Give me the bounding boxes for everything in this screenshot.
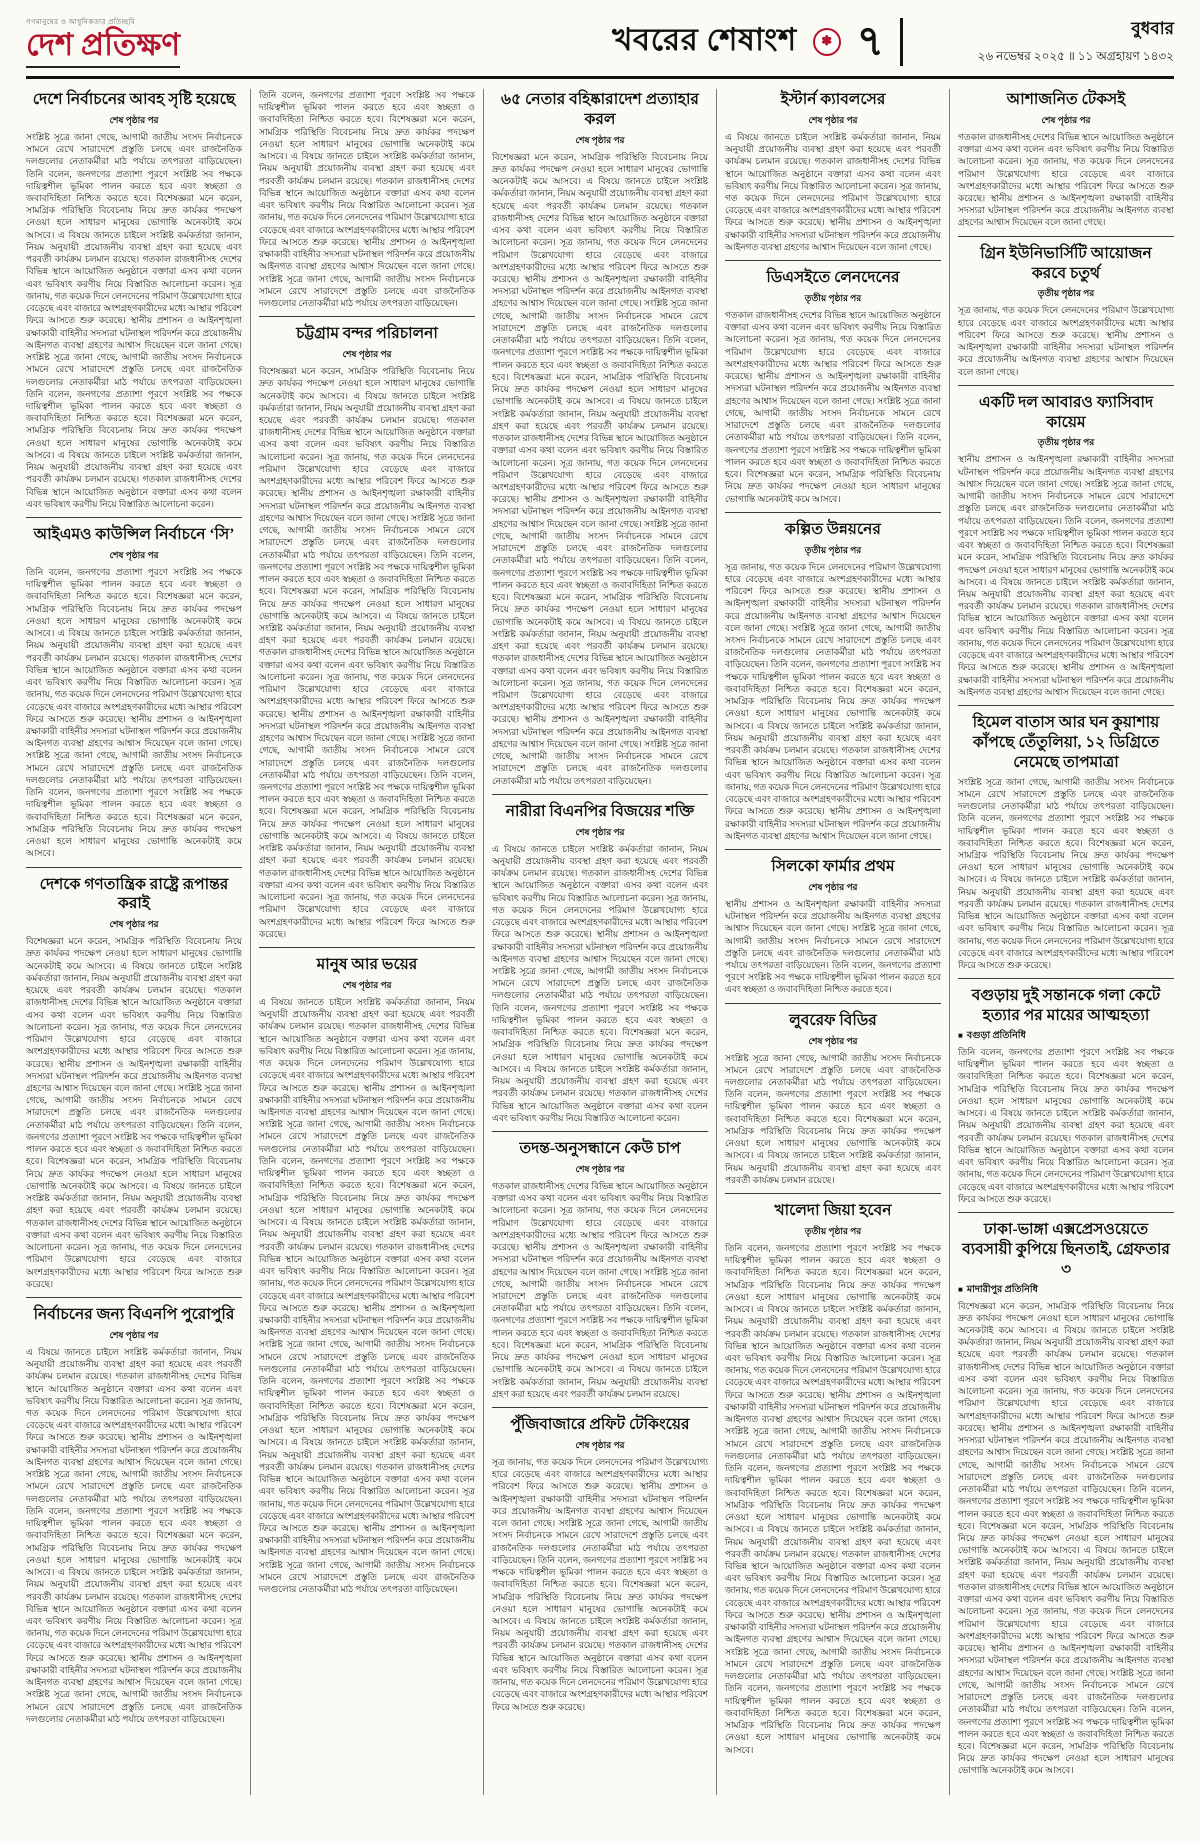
article-headline: আইএমও কাউন্সিল নির্বাচনে ‘সি’ [33,526,235,544]
article [26,1297,242,1725]
article-headline: নির্বাচনের জন্য বিএনপি পুরোপুরি [33,1306,235,1323]
article-headline: বগুড়ায় দুই সন্তানকে গলা কেটে হত্যার পর মায়ের আত্মহত্যা [971,987,1161,1025]
article-body: এ বিষয়ে জানতে চাইলে সংশ্লিষ্ট কর্মকর্তারা জানান, নিয়ম অনুযায়ী প্রয়োজনীয় ব্যবস্থা গ্রহণ করা হয়েছে এবং পরবর্তী কার্যক্রম চলমান রয়েছে। গতকাল রাজধানীসহ দেশের বিভিন্ন স্থানে আয়োজিত অনুষ্ঠানে বক্তারা এসব কথা বলেন এবং ভবিষ্যৎ করণীয় নিয়ে বিস্তারিত আলোচনা করেন। সূত্র জানায়, গত কয়েক দিনে লেনদেনের পরিমাণ উল্লেখযোগ্য হারে বেড়েছে এবং বাজারে অংশগ্রহণকারীদের মধ্যে আস্থার পরিবেশ ফিরে আসতে শুরু করেছে। স্থানীয় প্রশাসন ও আইনশৃঙ্খলা রক্ষাকারী বাহিনীর সদস্যরা ঘটনাস্থল পরিদর্শন করে প্রয়োজনীয় আইনগত ব্যবস্থা গ্রহণের আশ্বাস দিয়েছেন বলে জানা গেছে। সংশ্লিষ্ট সূত্রে জানা গেছে, আগামী জাতীয় সংসদ নির্বাচনকে সামনে রেখে সারাদেশে প্রস্তুতি চলছে এবং রাজনৈতিক দলগুলোর নেতাকর্মীরা মাঠ পর্যায়ে তৎপরতা বাড়িয়েছেন। তিনি বলেন, জনগণের প্রত্যাশা পূরণে সংশ্লিষ্ট সব পক্ষকে দায়িত্বশীল ভূমিকা পালন করতে হবে এবং স্বচ্ছতা ও জবাবদিহিতা নিশ্চিত করতে হবে। বিশেষজ্ঞরা মনে করেন, সামগ্রিক পরিস্থিতি বিবেচনায় নিয়ে দ্রুত কার্যকর পদক্ষেপ নেওয়া হলে সাধারণ মানুষের ভোগান্তি অনেকটাই কমে আসবে। এ বিষয়ে জানতে চাইলে সংশ্লিষ্ট কর্মকর্তারা জানান, নিয়ম অনুযায়ী প্রয়োজনীয় ব্যবস্থা গ্রহণ করা হয়েছে এবং পরবর্তী কার্যক্রম চলমান রয়েছে। গতকাল রাজধানীসহ দেশের বিভিন্ন স্থানে আয়োজিত অনুষ্ঠানে বক্তারা এসব কথা বলেন এবং ভবিষ্যৎ করণীয় নিয়ে বিস্তারিত আলোচনা করেন। [492,843,708,1123]
masthead-block [26,16,251,68]
column-3 [483,89,716,1795]
header-right [612,16,1174,68]
article-body: সূত্র জানায়, গত কয়েক দিনে লেনদেনের পরিমাণ উল্লেখযোগ্য হারে বেড়েছে এবং বাজারে অংশগ্রহণকারীদের মধ্যে আস্থার পরিবেশ ফিরে আসতে শুরু করেছে। স্থানীয় প্রশাসন ও আইনশৃঙ্খলা রক্ষাকারী বাহিনীর সদস্যরা ঘটনাস্থল পরিদর্শন করে প্রয়োজনীয় আইনগত ব্যবস্থা গ্রহণের আশ্বাস দিয়েছেন বলে জানা গেছে। সংশ্লিষ্ট সূত্রে জানা গেছে, আগামী জাতীয় সংসদ নির্বাচনকে সামনে রেখে সারাদেশে প্রস্তুতি চলছে এবং রাজনৈতিক দলগুলোর নেতাকর্মীরা মাঠ পর্যায়ে তৎপরতা বাড়িয়েছেন। তিনি বলেন, জনগণের প্রত্যাশা পূরণে সংশ্লিষ্ট সব পক্ষকে দায়িত্বশীল ভূমিকা পালন করতে হবে এবং স্বচ্ছতা ও জবাবদিহিতা নিশ্চিত করতে হবে। বিশেষজ্ঞরা মনে করেন, সামগ্রিক পরিস্থিতি বিবেচনায় নিয়ে দ্রুত কার্যকর পদক্ষেপ নেওয়া হলে সাধারণ মানুষের ভোগান্তি অনেকটাই কমে আসবে। এ বিষয়ে জানতে চাইলে সংশ্লিষ্ট কর্মকর্তারা জানান, নিয়ম অনুযায়ী প্রয়োজনীয় ব্যবস্থা গ্রহণ করা হয়েছে এবং পরবর্তী কার্যক্রম চলমান রয়েছে। গতকাল রাজধানীসহ দেশের বিভিন্ন স্থানে আয়োজিত অনুষ্ঠানে বক্তারা এসব কথা বলেন এবং ভবিষ্যৎ করণীয় নিয়ে বিস্তারিত আলোচনা করেন। সূত্র জানায়, গত কয়েক দিনে লেনদেনের পরিমাণ উল্লেখযোগ্য হারে বেড়েছে এবং বাজারে অংশগ্রহণকারীদের মধ্যে আস্থার পরিবেশ ফিরে আসতে শুরু করেছে। স্থানীয় প্রশাসন ও আইনশৃঙ্খলা রক্ষাকারী বাহিনীর সদস্যরা ঘটনাস্থল পরিদর্শন করে প্রয়োজনীয় আইনগত ব্যবস্থা গ্রহণের আশ্বাস দিয়েছেন বলে জানা গেছে। [725,561,941,841]
article-body: সূত্র জানায়, গত কয়েক দিনে লেনদেনের পরিমাণ উল্লেখযোগ্য হারে বেড়েছে এবং বাজারে অংশগ্রহণকারীদের মধ্যে আস্থার পরিবেশ ফিরে আসতে শুরু করেছে। স্থানীয় প্রশাসন ও আইনশৃঙ্খলা রক্ষাকারী বাহিনীর সদস্যরা ঘটনাস্থল পরিদর্শন করে প্রয়োজনীয় আইনগত ব্যবস্থা গ্রহণের আশ্বাস দিয়েছেন বলে জানা গেছে। সংশ্লিষ্ট সূত্রে জানা গেছে, আগামী জাতীয় সংসদ নির্বাচনকে সামনে রেখে সারাদেশে প্রস্তুতি চলছে এবং রাজনৈতিক দলগুলোর নেতাকর্মীরা মাঠ পর্যায়ে তৎপরতা বাড়িয়েছেন। তিনি বলেন, জনগণের প্রত্যাশা পূরণে সংশ্লিষ্ট সব পক্ষকে দায়িত্বশীল ভূমিকা পালন করতে হবে এবং স্বচ্ছতা ও জবাবদিহিতা নিশ্চিত করতে হবে। বিশেষজ্ঞরা মনে করেন, সামগ্রিক পরিস্থিতি বিবেচনায় নিয়ে দ্রুত কার্যকর পদক্ষেপ নেওয়া হলে সাধারণ মানুষের ভোগান্তি অনেকটাই কমে আসবে। এ বিষয়ে জানতে চাইলে সংশ্লিষ্ট কর্মকর্তারা জানান, নিয়ম অনুযায়ী প্রয়োজনীয় ব্যবস্থা গ্রহণ করা হয়েছে এবং পরবর্তী কার্যক্রম চলমান রয়েছে। গতকাল রাজধানীসহ দেশের বিভিন্ন স্থানে আয়োজিত অনুষ্ঠানে বক্তারা এসব কথা বলেন এবং ভবিষ্যৎ করণীয় নিয়ে বিস্তারিত আলোচনা করেন। সূত্র জানায়, গত কয়েক দিনে লেনদেনের পরিমাণ উল্লেখযোগ্য হারে বেড়েছে এবং বাজারে অংশগ্রহণকারীদের মধ্যে আস্থার পরিবেশ ফিরে আসতে শুরু করেছে। [492,1456,708,1712]
article-continued-label: শেষ পৃষ্ঠার পর [575,134,625,145]
article-body: এ বিষয়ে জানতে চাইলে সংশ্লিষ্ট কর্মকর্তারা জানান, নিয়ম অনুযায়ী প্রয়োজনীয় ব্যবস্থা গ্রহণ করা হয়েছে এবং পরবর্তী কার্যক্রম চলমান রয়েছে। গতকাল রাজধানীসহ দেশের বিভিন্ন স্থানে আয়োজিত অনুষ্ঠানে বক্তারা এসব কথা বলেন এবং ভবিষ্যৎ করণীয় নিয়ে বিস্তারিত আলোচনা করেন। সূত্র জানায়, গত কয়েক দিনে লেনদেনের পরিমাণ উল্লেখযোগ্য হারে বেড়েছে এবং বাজারে অংশগ্রহণকারীদের মধ্যে আস্থার পরিবেশ ফিরে আসতে শুরু করেছে। স্থানীয় প্রশাসন ও আইনশৃঙ্খলা রক্ষাকারী বাহিনীর সদস্যরা ঘটনাস্থল পরিদর্শন করে প্রয়োজনীয় আইনগত ব্যবস্থা গ্রহণের আশ্বাস দিয়েছেন বলে জানা গেছে। সংশ্লিষ্ট সূত্রে জানা গেছে, আগামী জাতীয় সংসদ নির্বাচনকে সামনে রেখে সারাদেশে প্রস্তুতি চলছে এবং রাজনৈতিক দলগুলোর নেতাকর্মীরা মাঠ পর্যায়ে তৎপরতা বাড়িয়েছেন। তিনি বলেন, জনগণের প্রত্যাশা পূরণে সংশ্লিষ্ট সব পক্ষকে দায়িত্বশীল ভূমিকা পালন করতে হবে এবং স্বচ্ছতা ও জবাবদিহিতা নিশ্চিত করতে হবে। বিশেষজ্ঞরা মনে করেন, সামগ্রিক পরিস্থিতি বিবেচনায় নিয়ে দ্রুত কার্যকর পদক্ষেপ নেওয়া হলে সাধারণ মানুষের ভোগান্তি অনেকটাই কমে আসবে। এ বিষয়ে জানতে চাইলে সংশ্লিষ্ট কর্মকর্তারা জানান, নিয়ম অনুযায়ী প্রয়োজনীয় ব্যবস্থা গ্রহণ করা হয়েছে এবং পরবর্তী কার্যক্রম চলমান রয়েছে। গতকাল রাজধানীসহ দেশের বিভিন্ন স্থানে আয়োজিত অনুষ্ঠানে বক্তারা এসব কথা বলেন এবং ভবিষ্যৎ করণীয় নিয়ে বিস্তারিত আলোচনা করেন। সূত্র জানায়, গত কয়েক দিনে লেনদেনের পরিমাণ উল্লেখযোগ্য হারে বেড়েছে এবং বাজারে অংশগ্রহণকারীদের মধ্যে আস্থার পরিবেশ ফিরে আসতে শুরু করেছে। স্থানীয় প্রশাসন ও আইনশৃঙ্খলা রক্ষাকারী বাহিনীর সদস্যরা ঘটনাস্থল পরিদর্শন করে প্রয়োজনীয় আইনগত ব্যবস্থা গ্রহণের আশ্বাস দিয়েছেন বলে জানা গেছে। সংশ্লিষ্ট সূত্রে জানা গেছে, আগামী জাতীয় সংসদ নির্বাচনকে সামনে রেখে সারাদেশে প্রস্তুতি চলছে এবং রাজনৈতিক দলগুলোর নেতাকর্মীরা মাঠ পর্যায়ে তৎপরতা বাড়িয়েছেন। তিনি বলেন, জনগণের প্রত্যাশা পূরণে সংশ্লিষ্ট সব পক্ষকে দায়িত্বশীল ভূমিকা পালন করতে হবে এবং স্বচ্ছতা ও জবাবদিহিতা নিশ্চিত করতে হবে। বিশেষজ্ঞরা মনে করেন, সামগ্রিক পরিস্থিতি বিবেচনায় নিয়ে দ্রুত কার্যকর পদক্ষেপ নেওয়া হলে সাধারণ মানুষের ভোগান্তি অনেকটাই কমে আসবে। এ বিষয়ে জানতে চাইলে সংশ্লিষ্ট কর্মকর্তারা জানান, নিয়ম অনুযায়ী প্রয়োজনীয় ব্যবস্থা গ্রহণ করা হয়েছে এবং পরবর্তী কার্যক্রম চলমান রয়েছে। গতকাল রাজধানীসহ দেশের বিভিন্ন স্থানে আয়োজিত অনুষ্ঠানে বক্তারা এসব কথা বলেন এবং ভবিষ্যৎ করণীয় নিয়ে বিস্তারিত আলোচনা করেন। সূত্র জানায়, গত কয়েক দিনে লেনদেনের পরিমাণ উল্লেখযোগ্য হারে বেড়েছে এবং বাজারে অংশগ্রহণকারীদের মধ্যে আস্থার পরিবেশ ফিরে আসতে শুরু করেছে। স্থানীয় প্রশাসন ও আইনশৃঙ্খলা রক্ষাকারী বাহিনীর সদস্যরা ঘটনাস্থল পরিদর্শন করে প্রয়োজনীয় আইনগত ব্যবস্থা গ্রহণের আশ্বাস দিয়েছেন বলে জানা গেছে। সংশ্লিষ্ট সূত্রে জানা গেছে, আগামী জাতীয় সংসদ নির্বাচনকে সামনে রেখে সারাদেশে প্রস্তুতি চলছে এবং রাজনৈতিক দলগুলোর নেতাকর্মীরা মাঠ পর্যায়ে তৎপরতা বাড়িয়েছেন। [259,996,475,1595]
article-body: এ বিষয়ে জানতে চাইলে সংশ্লিষ্ট কর্মকর্তারা জানান, নিয়ম অনুযায়ী প্রয়োজনীয় ব্যবস্থা গ্রহণ করা হয়েছে এবং পরবর্তী কার্যক্রম চলমান রয়েছে। গতকাল রাজধানীসহ দেশের বিভিন্ন স্থানে আয়োজিত অনুষ্ঠানে বক্তারা এসব কথা বলেন এবং ভবিষ্যৎ করণীয় নিয়ে বিস্তারিত আলোচনা করেন। সূত্র জানায়, গত কয়েক দিনে লেনদেনের পরিমাণ উল্লেখযোগ্য হারে বেড়েছে এবং বাজারে অংশগ্রহণকারীদের মধ্যে আস্থার পরিবেশ ফিরে আসতে শুরু করেছে। স্থানীয় প্রশাসন ও আইনশৃঙ্খলা রক্ষাকারী বাহিনীর সদস্যরা ঘটনাস্থল পরিদর্শন করে প্রয়োজনীয় আইনগত ব্যবস্থা গ্রহণের আশ্বাস দিয়েছেন বলে জানা গেছে। সংশ্লিষ্ট সূত্রে জানা গেছে, আগামী জাতীয় সংসদ নির্বাচনকে সামনে রেখে সারাদেশে প্রস্তুতি চলছে এবং রাজনৈতিক দলগুলোর নেতাকর্মীরা মাঠ পর্যায়ে তৎপরতা বাড়িয়েছেন। তিনি বলেন, জনগণের প্রত্যাশা পূরণে সংশ্লিষ্ট সব পক্ষকে দায়িত্বশীল ভূমিকা পালন করতে হবে এবং স্বচ্ছতা ও জবাবদিহিতা নিশ্চিত করতে হবে। বিশেষজ্ঞরা মনে করেন, সামগ্রিক পরিস্থিতি বিবেচনায় নিয়ে দ্রুত কার্যকর পদক্ষেপ নেওয়া হলে সাধারণ মানুষের ভোগান্তি অনেকটাই কমে আসবে। এ বিষয়ে জানতে চাইলে সংশ্লিষ্ট কর্মকর্তারা জানান, নিয়ম অনুযায়ী প্রয়োজনীয় ব্যবস্থা গ্রহণ করা হয়েছে এবং পরবর্তী কার্যক্রম চলমান রয়েছে। গতকাল রাজধানীসহ দেশের বিভিন্ন স্থানে আয়োজিত অনুষ্ঠানে বক্তারা এসব কথা বলেন এবং ভবিষ্যৎ করণীয় নিয়ে বিস্তারিত আলোচনা করেন। সূত্র জানায়, গত কয়েক দিনে লেনদেনের পরিমাণ উল্লেখযোগ্য হারে বেড়েছে এবং বাজারে অংশগ্রহণকারীদের মধ্যে আস্থার পরিবেশ ফিরে আসতে শুরু করেছে। স্থানীয় প্রশাসন ও আইনশৃঙ্খলা রক্ষাকারী বাহিনীর সদস্যরা ঘটনাস্থল পরিদর্শন করে প্রয়োজনীয় আইনগত ব্যবস্থা গ্রহণের আশ্বাস দিয়েছেন বলে জানা গেছে। সংশ্লিষ্ট সূত্রে জানা গেছে, আগামী জাতীয় সংসদ নির্বাচনকে সামনে রেখে সারাদেশে প্রস্তুতি চলছে এবং রাজনৈতিক দলগুলোর নেতাকর্মীরা মাঠ পর্যায়ে তৎপরতা বাড়িয়েছেন। [26,1346,242,1724]
column-1 [26,89,250,1795]
article [725,260,941,505]
page-number: ৭ [856,19,884,65]
article-headline: নারীরা বিএনপির বিজয়ের শক্তি [505,802,695,820]
article-headline: ডিএসইতে লেনদেনের [766,269,900,287]
article [259,947,475,1595]
article-body: সংশ্লিষ্ট সূত্রে জানা গেছে, আগামী জাতীয় সংসদ নির্বাচনকে সামনে রেখে সারাদেশে প্রস্তুতি চলছে এবং রাজনৈতিক দলগুলোর নেতাকর্মীরা মাঠ পর্যায়ে তৎপরতা বাড়িয়েছেন। তিনি বলেন, জনগণের প্রত্যাশা পূরণে সংশ্লিষ্ট সব পক্ষকে দায়িত্বশীল ভূমিকা পালন করতে হবে এবং স্বচ্ছতা ও জবাবদিহিতা নিশ্চিত করতে হবে। বিশেষজ্ঞরা মনে করেন, সামগ্রিক পরিস্থিতি বিবেচনায় নিয়ে দ্রুত কার্যকর পদক্ষেপ নেওয়া হলে সাধারণ মানুষের ভোগান্তি অনেকটাই কমে আসবে। এ বিষয়ে জানতে চাইলে সংশ্লিষ্ট কর্মকর্তারা জানান, নিয়ম অনুযায়ী প্রয়োজনীয় ব্যবস্থা গ্রহণ করা হয়েছে এবং পরবর্তী কার্যক্রম চলমান রয়েছে। [725,1052,941,1185]
article-headline: হিমেল বাতাস আর ঘন কুয়াশায় কাঁপছে তেঁতুলিয়া, ১২ ডিগ্রিতে নেমেছে তাপমাত্রা [972,714,1160,771]
article-body: বিশেষজ্ঞরা মনে করেন, সামগ্রিক পরিস্থিতি বিবেচনায় নিয়ে দ্রুত কার্যকর পদক্ষেপ নেওয়া হলে সাধারণ মানুষের ভোগান্তি অনেকটাই কমে আসবে। এ বিষয়ে জানতে চাইলে সংশ্লিষ্ট কর্মকর্তারা জানান, নিয়ম অনুযায়ী প্রয়োজনীয় ব্যবস্থা গ্রহণ করা হয়েছে এবং পরবর্তী কার্যক্রম চলমান রয়েছে। গতকাল রাজধানীসহ দেশের বিভিন্ন স্থানে আয়োজিত অনুষ্ঠানে বক্তারা এসব কথা বলেন এবং ভবিষ্যৎ করণীয় নিয়ে বিস্তারিত আলোচনা করেন। সূত্র জানায়, গত কয়েক দিনে লেনদেনের পরিমাণ উল্লেখযোগ্য হারে বেড়েছে এবং বাজারে অংশগ্রহণকারীদের মধ্যে আস্থার পরিবেশ ফিরে আসতে শুরু করেছে। স্থানীয় প্রশাসন ও আইনশৃঙ্খলা রক্ষাকারী বাহিনীর সদস্যরা ঘটনাস্থল পরিদর্শন করে প্রয়োজনীয় আইনগত ব্যবস্থা গ্রহণের আশ্বাস দিয়েছেন বলে জানা গেছে। সংশ্লিষ্ট সূত্রে জানা গেছে, আগামী জাতীয় সংসদ নির্বাচনকে সামনে রেখে সারাদেশে প্রস্তুতি চলছে এবং রাজনৈতিক দলগুলোর নেতাকর্মীরা মাঠ পর্যায়ে তৎপরতা বাড়িয়েছেন। তিনি বলেন, জনগণের প্রত্যাশা পূরণে সংশ্লিষ্ট সব পক্ষকে দায়িত্বশীল ভূমিকা পালন করতে হবে এবং স্বচ্ছতা ও জবাবদিহিতা নিশ্চিত করতে হবে। বিশেষজ্ঞরা মনে করেন, সামগ্রিক পরিস্থিতি বিবেচনায় নিয়ে দ্রুত কার্যকর পদক্ষেপ নেওয়া হলে সাধারণ মানুষের ভোগান্তি অনেকটাই কমে আসবে। এ বিষয়ে জানতে চাইলে সংশ্লিষ্ট কর্মকর্তারা জানান, নিয়ম অনুযায়ী প্রয়োজনীয় ব্যবস্থা গ্রহণ করা হয়েছে এবং পরবর্তী কার্যক্রম চলমান রয়েছে। গতকাল রাজধানীসহ দেশের বিভিন্ন স্থানে আয়োজিত অনুষ্ঠানে বক্তারা এসব কথা বলেন এবং ভবিষ্যৎ করণীয় নিয়ে বিস্তারিত আলোচনা করেন। সূত্র জানায়, গত কয়েক দিনে লেনদেনের পরিমাণ উল্লেখযোগ্য হারে বেড়েছে এবং বাজারে অংশগ্রহণকারীদের মধ্যে আস্থার পরিবেশ ফিরে আসতে শুরু করেছে। স্থানীয় প্রশাসন ও আইনশৃঙ্খলা রক্ষাকারী বাহিনীর সদস্যরা ঘটনাস্থল পরিদর্শন করে প্রয়োজনীয় আইনগত ব্যবস্থা গ্রহণের আশ্বাস দিয়েছেন বলে জানা গেছে। সংশ্লিষ্ট সূত্রে জানা গেছে, আগামী জাতীয় সংসদ নির্বাচনকে সামনে রেখে সারাদেশে প্রস্তুতি চলছে এবং রাজনৈতিক দলগুলোর নেতাকর্মীরা মাঠ পর্যায়ে তৎপরতা বাড়িয়েছেন। তিনি বলেন, জনগণের প্রত্যাশা পূরণে সংশ্লিষ্ট সব পক্ষকে দায়িত্বশীল ভূমিকা পালন করতে হবে এবং স্বচ্ছতা ও জবাবদিহিতা নিশ্চিত করতে হবে। বিশেষজ্ঞরা মনে করেন, সামগ্রিক পরিস্থিতি বিবেচনায় নিয়ে দ্রুত কার্যকর পদক্ষেপ নেওয়া হলে সাধারণ মানুষের ভোগান্তি অনেকটাই কমে আসবে। এ বিষয়ে জানতে চাইলে সংশ্লিষ্ট কর্মকর্তারা জানান, নিয়ম অনুযায়ী প্রয়োজনীয় ব্যবস্থা গ্রহণ করা হয়েছে এবং পরবর্তী কার্যক্রম চলমান রয়েছে। গতকাল রাজধানীসহ দেশের বিভিন্ন স্থানে আয়োজিত অনুষ্ঠানে বক্তারা এসব কথা বলেন এবং ভবিষ্যৎ করণীয় নিয়ে বিস্তারিত আলোচনা করেন। সূত্র জানায়, গত কয়েক দিনে লেনদেনের পরিমাণ উল্লেখযোগ্য হারে বেড়েছে এবং বাজারে অংশগ্রহণকারীদের মধ্যে আস্থার পরিবেশ ফিরে আসতে শুরু করেছে। স্থানীয় প্রশাসন ও আইনশৃঙ্খলা রক্ষাকারী বাহিনীর সদস্যরা ঘটনাস্থল পরিদর্শন করে প্রয়োজনীয় আইনগত ব্যবস্থা গ্রহণের আশ্বাস দিয়েছেন বলে জানা গেছে। সংশ্লিষ্ট সূত্রে জানা গেছে, আগামী জাতীয় সংসদ নির্বাচনকে সামনে রেখে সারাদেশে প্রস্তুতি চলছে এবং রাজনৈতিক দলগুলোর নেতাকর্মীরা মাঠ পর্যায়ে তৎপরতা বাড়িয়েছেন। [492,151,708,786]
page-header [26,16,1174,79]
article-headline: আশাজনিত টেকসই [1006,91,1126,108]
article-body: তিনি বলেন, জনগণের প্রত্যাশা পূরণে সংশ্লিষ্ট সব পক্ষকে দায়িত্বশীল ভূমিকা পালন করতে হবে এবং স্বচ্ছতা ও জবাবদিহিতা নিশ্চিত করতে হবে। বিশেষজ্ঞরা মনে করেন, সামগ্রিক পরিস্থিতি বিবেচনায় নিয়ে দ্রুত কার্যকর পদক্ষেপ নেওয়া হলে সাধারণ মানুষের ভোগান্তি অনেকটাই কমে আসবে। এ বিষয়ে জানতে চাইলে সংশ্লিষ্ট কর্মকর্তারা জানান, নিয়ম অনুযায়ী প্রয়োজনীয় ব্যবস্থা গ্রহণ করা হয়েছে এবং পরবর্তী কার্যক্রম চলমান রয়েছে। গতকাল রাজধানীসহ দেশের বিভিন্ন স্থানে আয়োজিত অনুষ্ঠানে বক্তারা এসব কথা বলেন এবং ভবিষ্যৎ করণীয় নিয়ে বিস্তারিত আলোচনা করেন। সূত্র জানায়, গত কয়েক দিনে লেনদেনের পরিমাণ উল্লেখযোগ্য হারে বেড়েছে এবং বাজারে অংশগ্রহণকারীদের মধ্যে আস্থার পরিবেশ ফিরে আসতে শুরু করেছে। স্থানীয় প্রশাসন ও আইনশৃঙ্খলা রক্ষাকারী বাহিনীর সদস্যরা ঘটনাস্থল পরিদর্শন করে প্রয়োজনীয় আইনগত ব্যবস্থা গ্রহণের আশ্বাস দিয়েছেন বলে জানা গেছে। সংশ্লিষ্ট সূত্রে জানা গেছে, আগামী জাতীয় সংসদ নির্বাচনকে সামনে রেখে সারাদেশে প্রস্তুতি চলছে এবং রাজনৈতিক দলগুলোর নেতাকর্মীরা মাঠ পর্যায়ে তৎপরতা বাড়িয়েছেন। তিনি বলেন, জনগণের প্রত্যাশা পূরণে সংশ্লিষ্ট সব পক্ষকে দায়িত্বশীল ভূমিকা পালন করতে হবে এবং স্বচ্ছতা ও জবাবদিহিতা নিশ্চিত করতে হবে। বিশেষজ্ঞরা মনে করেন, সামগ্রিক পরিস্থিতি বিবেচনায় নিয়ে দ্রুত কার্যকর পদক্ষেপ নেওয়া হলে সাধারণ মানুষের ভোগান্তি অনেকটাই কমে আসবে। [26,566,242,859]
article-continued-label: শেষ পৃষ্ঠার পর [575,826,625,837]
article-continued-label: শেষ পৃষ্ঠার পর [109,1329,159,1340]
article-headline: একটি দল আবারও ফ্যাসিবাদ কায়েম [978,393,1154,431]
date-line: ২৬ নভেম্বর ২০২৫ ॥ ১১ অগ্রহায়ণ ১৪৩২ [977,49,1174,63]
masthead-tagline: গণমানুষের ও আধুনিকতার প্রতিচ্ছবি [26,18,136,27]
article [259,316,475,940]
article-headline: দেশে নির্বাচনের আবহ সৃষ্টি হয়েছে [32,91,236,108]
article [492,794,708,1124]
article [958,978,1174,1205]
article-continued-label: তৃতীয় পৃষ্ঠার পর [1037,437,1095,448]
column-2 [250,89,483,1795]
article-headline: কল্পিত উন্নয়নের [785,520,881,538]
article [26,90,242,510]
column-5 [949,89,1174,1795]
article-body: সূত্র জানায়, গত কয়েক দিনে লেনদেনের পরিমাণ উল্লেখযোগ্য হারে বেড়েছে এবং বাজারে অংশগ্রহণকারীদের মধ্যে আস্থার পরিবেশ ফিরে আসতে শুরু করেছে। স্থানীয় প্রশাসন ও আইনশৃঙ্খলা রক্ষাকারী বাহিনীর সদস্যরা ঘটনাস্থল পরিদর্শন করে প্রয়োজনীয় আইনগত ব্যবস্থা গ্রহণের আশ্বাস দিয়েছেন বলে জানা গেছে। [958,305,1174,377]
article-body: স্থানীয় প্রশাসন ও আইনশৃঙ্খলা রক্ষাকারী বাহিনীর সদস্যরা ঘটনাস্থল পরিদর্শন করে প্রয়োজনীয় আইনগত ব্যবস্থা গ্রহণের আশ্বাস দিয়েছেন বলে জানা গেছে। সংশ্লিষ্ট সূত্রে জানা গেছে, আগামী জাতীয় সংসদ নির্বাচনকে সামনে রেখে সারাদেশে প্রস্তুতি চলছে এবং রাজনৈতিক দলগুলোর নেতাকর্মীরা মাঠ পর্যায়ে তৎপরতা বাড়িয়েছেন। তিনি বলেন, জনগণের প্রত্যাশা পূরণে সংশ্লিষ্ট সব পক্ষকে দায়িত্বশীল ভূমিকা পালন করতে হবে এবং স্বচ্ছতা ও জবাবদিহিতা নিশ্চিত করতে হবে। [725,898,941,995]
article-continued-label: তৃতীয় পৃষ্ঠার পর [804,293,862,303]
article-continued-label: শেষ পৃষ্ঠার পর [109,919,159,930]
article [958,236,1174,378]
article [492,1131,708,1400]
byline-bullet-icon: ■ [958,1284,963,1294]
article [725,512,941,842]
article [958,705,1174,971]
article-body: সংশ্লিষ্ট সূত্রে জানা গেছে, আগামী জাতীয় সংসদ নির্বাচনকে সামনে রেখে সারাদেশে প্রস্তুতি চলছে এবং রাজনৈতিক দলগুলোর নেতাকর্মীরা মাঠ পর্যায়ে তৎপরতা বাড়িয়েছেন। তিনি বলেন, জনগণের প্রত্যাশা পূরণে সংশ্লিষ্ট সব পক্ষকে দায়িত্বশীল ভূমিকা পালন করতে হবে এবং স্বচ্ছতা ও জবাবদিহিতা নিশ্চিত করতে হবে। বিশেষজ্ঞরা মনে করেন, সামগ্রিক পরিস্থিতি বিবেচনায় নিয়ে দ্রুত কার্যকর পদক্ষেপ নেওয়া হলে সাধারণ মানুষের ভোগান্তি অনেকটাই কমে আসবে। এ বিষয়ে জানতে চাইলে সংশ্লিষ্ট কর্মকর্তারা জানান, নিয়ম অনুযায়ী প্রয়োজনীয় ব্যবস্থা গ্রহণ করা হয়েছে এবং পরবর্তী কার্যক্রম চলমান রয়েছে। গতকাল রাজধানীসহ দেশের বিভিন্ন স্থানে আয়োজিত অনুষ্ঠানে বক্তারা এসব কথা বলেন এবং ভবিষ্যৎ করণীয় নিয়ে বিস্তারিত আলোচনা করেন। সূত্র জানায়, গত কয়েক দিনে লেনদেনের পরিমাণ উল্লেখযোগ্য হারে বেড়েছে এবং বাজারে অংশগ্রহণকারীদের মধ্যে আস্থার পরিবেশ ফিরে আসতে শুরু করেছে। স্থানীয় প্রশাসন ও আইনশৃঙ্খলা রক্ষাকারী বাহিনীর সদস্যরা ঘটনাস্থল পরিদর্শন করে প্রয়োজনীয় আইনগত ব্যবস্থা গ্রহণের আশ্বাস দিয়েছেন বলে জানা গেছে। সংশ্লিষ্ট সূত্রে জানা গেছে, আগামী জাতীয় সংসদ নির্বাচনকে সামনে রেখে সারাদেশে প্রস্তুতি চলছে এবং রাজনৈতিক দলগুলোর নেতাকর্মীরা মাঠ পর্যায়ে তৎপরতা বাড়িয়েছেন। তিনি বলেন, জনগণের প্রত্যাশা পূরণে সংশ্লিষ্ট সব পক্ষকে দায়িত্বশীল ভূমিকা পালন করতে হবে এবং স্বচ্ছতা ও জবাবদিহিতা নিশ্চিত করতে হবে। বিশেষজ্ঞরা মনে করেন, সামগ্রিক পরিস্থিতি বিবেচনায় নিয়ে দ্রুত কার্যকর পদক্ষেপ নেওয়া হলে সাধারণ মানুষের ভোগান্তি অনেকটাই কমে আসবে। এ বিষয়ে জানতে চাইলে সংশ্লিষ্ট কর্মকর্তারা জানান, নিয়ম অনুযায়ী প্রয়োজনীয় ব্যবস্থা গ্রহণ করা হয়েছে এবং পরবর্তী কার্যক্রম চলমান রয়েছে। গতকাল রাজধানীসহ দেশের বিভিন্ন স্থানে আয়োজিত অনুষ্ঠানে বক্তারা এসব কথা বলেন এবং ভবিষ্যৎ করণীয় নিয়ে বিস্তারিত আলোচনা করেন। [26,131,242,509]
byline-bullet-icon: ■ [958,1031,963,1040]
article-headline: পুঁজিবাজারে প্রফিট টেকিংয়ের [510,1416,690,1434]
section-title: খবরের শেষাংশ [612,22,797,57]
article-body: বিশেষজ্ঞরা মনে করেন, সামগ্রিক পরিস্থিতি বিবেচনায় নিয়ে দ্রুত কার্যকর পদক্ষেপ নেওয়া হলে সাধারণ মানুষের ভোগান্তি অনেকটাই কমে আসবে। এ বিষয়ে জানতে চাইলে সংশ্লিষ্ট কর্মকর্তারা জানান, নিয়ম অনুযায়ী প্রয়োজনীয় ব্যবস্থা গ্রহণ করা হয়েছে এবং পরবর্তী কার্যক্রম চলমান রয়েছে। গতকাল রাজধানীসহ দেশের বিভিন্ন স্থানে আয়োজিত অনুষ্ঠানে বক্তারা এসব কথা বলেন এবং ভবিষ্যৎ করণীয় নিয়ে বিস্তারিত আলোচনা করেন। সূত্র জানায়, গত কয়েক দিনে লেনদেনের পরিমাণ উল্লেখযোগ্য হারে বেড়েছে এবং বাজারে অংশগ্রহণকারীদের মধ্যে আস্থার পরিবেশ ফিরে আসতে শুরু করেছে। স্থানীয় প্রশাসন ও আইনশৃঙ্খলা রক্ষাকারী বাহিনীর সদস্যরা ঘটনাস্থল পরিদর্শন করে প্রয়োজনীয় আইনগত ব্যবস্থা গ্রহণের আশ্বাস দিয়েছেন বলে জানা গেছে। সংশ্লিষ্ট সূত্রে জানা গেছে, আগামী জাতীয় সংসদ নির্বাচনকে সামনে রেখে সারাদেশে প্রস্তুতি চলছে এবং রাজনৈতিক দলগুলোর নেতাকর্মীরা মাঠ পর্যায়ে তৎপরতা বাড়িয়েছেন। তিনি বলেন, জনগণের প্রত্যাশা পূরণে সংশ্লিষ্ট সব পক্ষকে দায়িত্বশীল ভূমিকা পালন করতে হবে এবং স্বচ্ছতা ও জবাবদিহিতা নিশ্চিত করতে হবে। বিশেষজ্ঞরা মনে করেন, সামগ্রিক পরিস্থিতি বিবেচনায় নিয়ে দ্রুত কার্যকর পদক্ষেপ নেওয়া হলে সাধারণ মানুষের ভোগান্তি অনেকটাই কমে আসবে। এ বিষয়ে জানতে চাইলে সংশ্লিষ্ট কর্মকর্তারা জানান, নিয়ম অনুযায়ী প্রয়োজনীয় ব্যবস্থা গ্রহণ করা হয়েছে এবং পরবর্তী কার্যক্রম চলমান রয়েছে। গতকাল রাজধানীসহ দেশের বিভিন্ন স্থানে আয়োজিত অনুষ্ঠানে বক্তারা এসব কথা বলেন এবং ভবিষ্যৎ করণীয় নিয়ে বিস্তারিত আলোচনা করেন। সূত্র জানায়, গত কয়েক দিনে লেনদেনের পরিমাণ উল্লেখযোগ্য হারে বেড়েছে এবং বাজারে অংশগ্রহণকারীদের মধ্যে আস্থার পরিবেশ ফিরে আসতে শুরু করেছে। স্থানীয় প্রশাসন ও আইনশৃঙ্খলা রক্ষাকারী বাহিনীর সদস্যরা ঘটনাস্থল পরিদর্শন করে প্রয়োজনীয় আইনগত ব্যবস্থা গ্রহণের আশ্বাস দিয়েছেন বলে জানা গেছে। সংশ্লিষ্ট সূত্রে জানা গেছে, আগামী জাতীয় সংসদ নির্বাচনকে সামনে রেখে সারাদেশে প্রস্তুতি চলছে এবং রাজনৈতিক দলগুলোর নেতাকর্মীরা মাঠ পর্যায়ে তৎপরতা বাড়িয়েছেন। তিনি বলেন, জনগণের প্রত্যাশা পূরণে সংশ্লিষ্ট সব পক্ষকে দায়িত্বশীল ভূমিকা পালন করতে হবে এবং স্বচ্ছতা ও জবাবদিহিতা নিশ্চিত করতে হবে। বিশেষজ্ঞরা মনে করেন, সামগ্রিক পরিস্থিতি বিবেচনায় নিয়ে দ্রুত কার্যকর পদক্ষেপ নেওয়া হলে সাধারণ মানুষের ভোগান্তি অনেকটাই কমে আসবে। [958,1300,1174,1776]
article-headline: ৬৫ নেতার বহিষ্কারাদেশ প্রত্যাহার করল [501,91,699,128]
article-continued-label: শেষ পৃষ্ঠার পর [1041,114,1091,125]
article-body: বিশেষজ্ঞরা মনে করেন, সামগ্রিক পরিস্থিতি বিবেচনায় নিয়ে দ্রুত কার্যকর পদক্ষেপ নেওয়া হলে সাধারণ মানুষের ভোগান্তি অনেকটাই কমে আসবে। এ বিষয়ে জানতে চাইলে সংশ্লিষ্ট কর্মকর্তারা জানান, নিয়ম অনুযায়ী প্রয়োজনীয় ব্যবস্থা গ্রহণ করা হয়েছে এবং পরবর্তী কার্যক্রম চলমান রয়েছে। গতকাল রাজধানীসহ দেশের বিভিন্ন স্থানে আয়োজিত অনুষ্ঠানে বক্তারা এসব কথা বলেন এবং ভবিষ্যৎ করণীয় নিয়ে বিস্তারিত আলোচনা করেন। সূত্র জানায়, গত কয়েক দিনে লেনদেনের পরিমাণ উল্লেখযোগ্য হারে বেড়েছে এবং বাজারে অংশগ্রহণকারীদের মধ্যে আস্থার পরিবেশ ফিরে আসতে শুরু করেছে। স্থানীয় প্রশাসন ও আইনশৃঙ্খলা রক্ষাকারী বাহিনীর সদস্যরা ঘটনাস্থল পরিদর্শন করে প্রয়োজনীয় আইনগত ব্যবস্থা গ্রহণের আশ্বাস দিয়েছেন বলে জানা গেছে। সংশ্লিষ্ট সূত্রে জানা গেছে, আগামী জাতীয় সংসদ নির্বাচনকে সামনে রেখে সারাদেশে প্রস্তুতি চলছে এবং রাজনৈতিক দলগুলোর নেতাকর্মীরা মাঠ পর্যায়ে তৎপরতা বাড়িয়েছেন। তিনি বলেন, জনগণের প্রত্যাশা পূরণে সংশ্লিষ্ট সব পক্ষকে দায়িত্বশীল ভূমিকা পালন করতে হবে এবং স্বচ্ছতা ও জবাবদিহিতা নিশ্চিত করতে হবে। বিশেষজ্ঞরা মনে করেন, সামগ্রিক পরিস্থিতি বিবেচনায় নিয়ে দ্রুত কার্যকর পদক্ষেপ নেওয়া হলে সাধারণ মানুষের ভোগান্তি অনেকটাই কমে আসবে। এ বিষয়ে জানতে চাইলে সংশ্লিষ্ট কর্মকর্তারা জানান, নিয়ম অনুযায়ী প্রয়োজনীয় ব্যবস্থা গ্রহণ করা হয়েছে এবং পরবর্তী কার্যক্রম চলমান রয়েছে। গতকাল রাজধানীসহ দেশের বিভিন্ন স্থানে আয়োজিত অনুষ্ঠানে বক্তারা এসব কথা বলেন এবং ভবিষ্যৎ করণীয় নিয়ে বিস্তারিত আলোচনা করেন। সূত্র জানায়, গত কয়েক দিনে লেনদেনের পরিমাণ উল্লেখযোগ্য হারে বেড়েছে এবং বাজারে অংশগ্রহণকারীদের মধ্যে আস্থার পরিবেশ ফিরে আসতে শুরু করেছে। [26,936,242,1289]
article-body: গতকাল রাজধানীসহ দেশের বিভিন্ন স্থানে আয়োজিত অনুষ্ঠানে বক্তারা এসব কথা বলেন এবং ভবিষ্যৎ করণীয় নিয়ে বিস্তারিত আলোচনা করেন। সূত্র জানায়, গত কয়েক দিনে লেনদেনের পরিমাণ উল্লেখযোগ্য হারে বেড়েছে এবং বাজারে অংশগ্রহণকারীদের মধ্যে আস্থার পরিবেশ ফিরে আসতে শুরু করেছে। স্থানীয় প্রশাসন ও আইনশৃঙ্খলা রক্ষাকারী বাহিনীর সদস্যরা ঘটনাস্থল পরিদর্শন করে প্রয়োজনীয় আইনগত ব্যবস্থা গ্রহণের আশ্বাস দিয়েছেন বলে জানা গেছে। সংশ্লিষ্ট সূত্রে জানা গেছে, আগামী জাতীয় সংসদ নির্বাচনকে সামনে রেখে সারাদেশে প্রস্তুতি চলছে এবং রাজনৈতিক দলগুলোর নেতাকর্মীরা মাঠ পর্যায়ে তৎপরতা বাড়িয়েছেন। তিনি বলেন, জনগণের প্রত্যাশা পূরণে সংশ্লিষ্ট সব পক্ষকে দায়িত্বশীল ভূমিকা পালন করতে হবে এবং স্বচ্ছতা ও জবাবদিহিতা নিশ্চিত করতে হবে। বিশেষজ্ঞরা মনে করেন, সামগ্রিক পরিস্থিতি বিবেচনায় নিয়ে দ্রুত কার্যকর পদক্ষেপ নেওয়া হলে সাধারণ মানুষের ভোগান্তি অনেকটাই কমে আসবে। এ বিষয়ে জানতে চাইলে সংশ্লিষ্ট কর্মকর্তারা জানান, নিয়ম অনুযায়ী প্রয়োজনীয় ব্যবস্থা গ্রহণ করা হয়েছে এবং পরবর্তী কার্যক্রম চলমান রয়েছে। [492,1180,708,1399]
article-headline: তদন্ত-অনুসন্ধানে কেউ চাপ [519,1140,681,1158]
article-body: তিনি বলেন, জনগণের প্রত্যাশা পূরণে সংশ্লিষ্ট সব পক্ষকে দায়িত্বশীল ভূমিকা পালন করতে হবে এবং স্বচ্ছতা ও জবাবদিহিতা নিশ্চিত করতে হবে। বিশেষজ্ঞরা মনে করেন, সামগ্রিক পরিস্থিতি বিবেচনায় নিয়ে দ্রুত কার্যকর পদক্ষেপ নেওয়া হলে সাধারণ মানুষের ভোগান্তি অনেকটাই কমে আসবে। এ বিষয়ে জানতে চাইলে সংশ্লিষ্ট কর্মকর্তারা জানান, নিয়ম অনুযায়ী প্রয়োজনীয় ব্যবস্থা গ্রহণ করা হয়েছে এবং পরবর্তী কার্যক্রম চলমান রয়েছে। গতকাল রাজধানীসহ দেশের বিভিন্ন স্থানে আয়োজিত অনুষ্ঠানে বক্তারা এসব কথা বলেন এবং ভবিষ্যৎ করণীয় নিয়ে বিস্তারিত আলোচনা করেন। সূত্র জানায়, গত কয়েক দিনে লেনদেনের পরিমাণ উল্লেখযোগ্য হারে বেড়েছে এবং বাজারে অংশগ্রহণকারীদের মধ্যে আস্থার পরিবেশ ফিরে আসতে শুরু করেছে। স্থানীয় প্রশাসন ও আইনশৃঙ্খলা রক্ষাকারী বাহিনীর সদস্যরা ঘটনাস্থল পরিদর্শন করে প্রয়োজনীয় আইনগত ব্যবস্থা গ্রহণের আশ্বাস দিয়েছেন বলে জানা গেছে। সংশ্লিষ্ট সূত্রে জানা গেছে, আগামী জাতীয় সংসদ নির্বাচনকে সামনে রেখে সারাদেশে প্রস্তুতি চলছে এবং রাজনৈতিক দলগুলোর নেতাকর্মীরা মাঠ পর্যায়ে তৎপরতা বাড়িয়েছেন। [259,90,475,308]
article-byline: ■ বগুড়া প্রতিনিধি [958,1031,1026,1041]
article-body: তিনি বলেন, জনগণের প্রত্যাশা পূরণে সংশ্লিষ্ট সব পক্ষকে দায়িত্বশীল ভূমিকা পালন করতে হবে এবং স্বচ্ছতা ও জবাবদিহিতা নিশ্চিত করতে হবে। বিশেষজ্ঞরা মনে করেন, সামগ্রিক পরিস্থিতি বিবেচনায় নিয়ে দ্রুত কার্যকর পদক্ষেপ নেওয়া হলে সাধারণ মানুষের ভোগান্তি অনেকটাই কমে আসবে। এ বিষয়ে জানতে চাইলে সংশ্লিষ্ট কর্মকর্তারা জানান, নিয়ম অনুযায়ী প্রয়োজনীয় ব্যবস্থা গ্রহণ করা হয়েছে এবং পরবর্তী কার্যক্রম চলমান রয়েছে। গতকাল রাজধানীসহ দেশের বিভিন্ন স্থানে আয়োজিত অনুষ্ঠানে বক্তারা এসব কথা বলেন এবং ভবিষ্যৎ করণীয় নিয়ে বিস্তারিত আলোচনা করেন। সূত্র জানায়, গত কয়েক দিনে লেনদেনের পরিমাণ উল্লেখযোগ্য হারে বেড়েছে এবং বাজারে অংশগ্রহণকারীদের মধ্যে আস্থার পরিবেশ ফিরে আসতে শুরু করেছে। স্থানীয় প্রশাসন ও আইনশৃঙ্খলা রক্ষাকারী বাহিনীর সদস্যরা ঘটনাস্থল পরিদর্শন করে প্রয়োজনীয় আইনগত ব্যবস্থা গ্রহণের আশ্বাস দিয়েছেন বলে জানা গেছে। সংশ্লিষ্ট সূত্রে জানা গেছে, আগামী জাতীয় সংসদ নির্বাচনকে সামনে রেখে সারাদেশে প্রস্তুতি চলছে এবং রাজনৈতিক দলগুলোর নেতাকর্মীরা মাঠ পর্যায়ে তৎপরতা বাড়িয়েছেন। তিনি বলেন, জনগণের প্রত্যাশা পূরণে সংশ্লিষ্ট সব পক্ষকে দায়িত্বশীল ভূমিকা পালন করতে হবে এবং স্বচ্ছতা ও জবাবদিহিতা নিশ্চিত করতে হবে। বিশেষজ্ঞরা মনে করেন, সামগ্রিক পরিস্থিতি বিবেচনায় নিয়ে দ্রুত কার্যকর পদক্ষেপ নেওয়া হলে সাধারণ মানুষের ভোগান্তি অনেকটাই কমে আসবে। এ বিষয়ে জানতে চাইলে সংশ্লিষ্ট কর্মকর্তারা জানান, নিয়ম অনুযায়ী প্রয়োজনীয় ব্যবস্থা গ্রহণ করা হয়েছে এবং পরবর্তী কার্যক্রম চলমান রয়েছে। গতকাল রাজধানীসহ দেশের বিভিন্ন স্থানে আয়োজিত অনুষ্ঠানে বক্তারা এসব কথা বলেন এবং ভবিষ্যৎ করণীয় নিয়ে বিস্তারিত আলোচনা করেন। সূত্র জানায়, গত কয়েক দিনে লেনদেনের পরিমাণ উল্লেখযোগ্য হারে বেড়েছে এবং বাজারে অংশগ্রহণকারীদের মধ্যে আস্থার পরিবেশ ফিরে আসতে শুরু করেছে। স্থানীয় প্রশাসন ও আইনশৃঙ্খলা রক্ষাকারী বাহিনীর সদস্যরা ঘটনাস্থল পরিদর্শন করে প্রয়োজনীয় আইনগত ব্যবস্থা গ্রহণের আশ্বাস দিয়েছেন বলে জানা গেছে। সংশ্লিষ্ট সূত্রে জানা গেছে, আগামী জাতীয় সংসদ নির্বাচনকে সামনে রেখে সারাদেশে প্রস্তুতি চলছে এবং রাজনৈতিক দলগুলোর নেতাকর্মীরা মাঠ পর্যায়ে তৎপরতা বাড়িয়েছেন। তিনি বলেন, জনগণের প্রত্যাশা পূরণে সংশ্লিষ্ট সব পক্ষকে দায়িত্বশীল ভূমিকা পালন করতে হবে এবং স্বচ্ছতা ও জবাবদিহিতা নিশ্চিত করতে হবে। বিশেষজ্ঞরা মনে করেন, সামগ্রিক পরিস্থিতি বিবেচনায় নিয়ে দ্রুত কার্যকর পদক্ষেপ নেওয়া হলে সাধারণ মানুষের ভোগান্তি অনেকটাই কমে আসবে। [725,1242,941,1755]
column-4 [716,89,949,1795]
article-continued-label: শেষ পৃষ্ঠার পর [808,1035,858,1046]
article-body: গতকাল রাজধানীসহ দেশের বিভিন্ন স্থানে আয়োজিত অনুষ্ঠানে বক্তারা এসব কথা বলেন এবং ভবিষ্যৎ করণীয় নিয়ে বিস্তারিত আলোচনা করেন। সূত্র জানায়, গত কয়েক দিনে লেনদেনের পরিমাণ উল্লেখযোগ্য হারে বেড়েছে এবং বাজারে অংশগ্রহণকারীদের মধ্যে আস্থার পরিবেশ ফিরে আসতে শুরু করেছে। স্থানীয় প্রশাসন ও আইনশৃঙ্খলা রক্ষাকারী বাহিনীর সদস্যরা ঘটনাস্থল পরিদর্শন করে প্রয়োজনীয় আইনগত ব্যবস্থা গ্রহণের আশ্বাস দিয়েছেন বলে জানা গেছে। [958,131,1174,228]
article-continued-label: শেষ পৃষ্ঠার পর [575,1163,625,1174]
article-headline: ইস্টার্ন ক্যাবলসের [780,91,886,108]
columns-area [26,89,1174,1795]
article-continued-label: শেষ পৃষ্ঠার পর [808,114,858,125]
article-body: গতকাল রাজধানীসহ দেশের বিভিন্ন স্থানে আয়োজিত অনুষ্ঠানে বক্তারা এসব কথা বলেন এবং ভবিষ্যৎ করণীয় নিয়ে বিস্তারিত আলোচনা করেন। সূত্র জানায়, গত কয়েক দিনে লেনদেনের পরিমাণ উল্লেখযোগ্য হারে বেড়েছে এবং বাজারে অংশগ্রহণকারীদের মধ্যে আস্থার পরিবেশ ফিরে আসতে শুরু করেছে। স্থানীয় প্রশাসন ও আইনশৃঙ্খলা রক্ষাকারী বাহিনীর সদস্যরা ঘটনাস্থল পরিদর্শন করে প্রয়োজনীয় আইনগত ব্যবস্থা গ্রহণের আশ্বাস দিয়েছেন বলে জানা গেছে। সংশ্লিষ্ট সূত্রে জানা গেছে, আগামী জাতীয় সংসদ নির্বাচনকে সামনে রেখে সারাদেশে প্রস্তুতি চলছে এবং রাজনৈতিক দলগুলোর নেতাকর্মীরা মাঠ পর্যায়ে তৎপরতা বাড়িয়েছেন। তিনি বলেন, জনগণের প্রত্যাশা পূরণে সংশ্লিষ্ট সব পক্ষকে দায়িত্বশীল ভূমিকা পালন করতে হবে এবং স্বচ্ছতা ও জবাবদিহিতা নিশ্চিত করতে হবে। বিশেষজ্ঞরা মনে করেন, সামগ্রিক পরিস্থিতি বিবেচনায় নিয়ে দ্রুত কার্যকর পদক্ষেপ নেওয়া হলে সাধারণ মানুষের ভোগান্তি অনেকটাই কমে আসবে। [725,310,941,504]
article-continued-label: শেষ পৃষ্ঠার পর [109,549,159,560]
article-headline: সিলকো ফার্মার প্রথম [771,857,895,875]
article-byline: ■ মাদারীপুর প্রতিনিধি [958,1284,1038,1295]
article-continued-label: শেষ পৃষ্ঠার পর [342,349,392,360]
article [958,90,1174,229]
article [725,849,941,996]
article-continued-label: শেষ পৃষ্ঠার পর [109,114,159,125]
article-headline: মানুষ আর ভয়ের [316,956,418,974]
article [725,1003,941,1186]
article-headline: গ্রিন ইউনিভার্সিটি আয়োজন করবে চতুর্থ [980,244,1152,282]
masthead: দেশ প্রতিক্ষণ [26,29,180,68]
article-continued-label: শেষ পৃষ্ঠার পর [808,881,858,892]
article-body: বিশেষজ্ঞরা মনে করেন, সামগ্রিক পরিস্থিতি বিবেচনায় নিয়ে দ্রুত কার্যকর পদক্ষেপ নেওয়া হলে সাধারণ মানুষের ভোগান্তি অনেকটাই কমে আসবে। এ বিষয়ে জানতে চাইলে সংশ্লিষ্ট কর্মকর্তারা জানান, নিয়ম অনুযায়ী প্রয়োজনীয় ব্যবস্থা গ্রহণ করা হয়েছে এবং পরবর্তী কার্যক্রম চলমান রয়েছে। গতকাল রাজধানীসহ দেশের বিভিন্ন স্থানে আয়োজিত অনুষ্ঠানে বক্তারা এসব কথা বলেন এবং ভবিষ্যৎ করণীয় নিয়ে বিস্তারিত আলোচনা করেন। সূত্র জানায়, গত কয়েক দিনে লেনদেনের পরিমাণ উল্লেখযোগ্য হারে বেড়েছে এবং বাজারে অংশগ্রহণকারীদের মধ্যে আস্থার পরিবেশ ফিরে আসতে শুরু করেছে। স্থানীয় প্রশাসন ও আইনশৃঙ্খলা রক্ষাকারী বাহিনীর সদস্যরা ঘটনাস্থল পরিদর্শন করে প্রয়োজনীয় আইনগত ব্যবস্থা গ্রহণের আশ্বাস দিয়েছেন বলে জানা গেছে। সংশ্লিষ্ট সূত্রে জানা গেছে, আগামী জাতীয় সংসদ নির্বাচনকে সামনে রেখে সারাদেশে প্রস্তুতি চলছে এবং রাজনৈতিক দলগুলোর নেতাকর্মীরা মাঠ পর্যায়ে তৎপরতা বাড়িয়েছেন। তিনি বলেন, জনগণের প্রত্যাশা পূরণে সংশ্লিষ্ট সব পক্ষকে দায়িত্বশীল ভূমিকা পালন করতে হবে এবং স্বচ্ছতা ও জবাবদিহিতা নিশ্চিত করতে হবে। বিশেষজ্ঞরা মনে করেন, সামগ্রিক পরিস্থিতি বিবেচনায় নিয়ে দ্রুত কার্যকর পদক্ষেপ নেওয়া হলে সাধারণ মানুষের ভোগান্তি অনেকটাই কমে আসবে। এ বিষয়ে জানতে চাইলে সংশ্লিষ্ট কর্মকর্তারা জানান, নিয়ম অনুযায়ী প্রয়োজনীয় ব্যবস্থা গ্রহণ করা হয়েছে এবং পরবর্তী কার্যক্রম চলমান রয়েছে। গতকাল রাজধানীসহ দেশের বিভিন্ন স্থানে আয়োজিত অনুষ্ঠানে বক্তারা এসব কথা বলেন এবং ভবিষ্যৎ করণীয় নিয়ে বিস্তারিত আলোচনা করেন। সূত্র জানায়, গত কয়েক দিনে লেনদেনের পরিমাণ উল্লেখযোগ্য হারে বেড়েছে এবং বাজারে অংশগ্রহণকারীদের মধ্যে আস্থার পরিবেশ ফিরে আসতে শুরু করেছে। স্থানীয় প্রশাসন ও আইনশৃঙ্খলা রক্ষাকারী বাহিনীর সদস্যরা ঘটনাস্থল পরিদর্শন করে প্রয়োজনীয় আইনগত ব্যবস্থা গ্রহণের আশ্বাস দিয়েছেন বলে জানা গেছে। সংশ্লিষ্ট সূত্রে জানা গেছে, আগামী জাতীয় সংসদ নির্বাচনকে সামনে রেখে সারাদেশে প্রস্তুতি চলছে এবং রাজনৈতিক দলগুলোর নেতাকর্মীরা মাঠ পর্যায়ে তৎপরতা বাড়িয়েছেন। তিনি বলেন, জনগণের প্রত্যাশা পূরণে সংশ্লিষ্ট সব পক্ষকে দায়িত্বশীল ভূমিকা পালন করতে হবে এবং স্বচ্ছতা ও জবাবদিহিতা নিশ্চিত করতে হবে। বিশেষজ্ঞরা মনে করেন, সামগ্রিক পরিস্থিতি বিবেচনায় নিয়ে দ্রুত কার্যকর পদক্ষেপ নেওয়া হলে সাধারণ মানুষের ভোগান্তি অনেকটাই কমে আসবে। এ বিষয়ে জানতে চাইলে সংশ্লিষ্ট কর্মকর্তারা জানান, নিয়ম অনুযায়ী প্রয়োজনীয় ব্যবস্থা গ্রহণ করা হয়েছে এবং পরবর্তী কার্যক্রম চলমান রয়েছে। গতকাল রাজধানীসহ দেশের বিভিন্ন স্থানে আয়োজিত অনুষ্ঠানে বক্তারা এসব কথা বলেন এবং ভবিষ্যৎ করণীয় নিয়ে বিস্তারিত আলোচনা করেন। সূত্র জানায়, গত কয়েক দিনে লেনদেনের পরিমাণ উল্লেখযোগ্য হারে বেড়েছে এবং বাজারে অংশগ্রহণকারীদের মধ্যে আস্থার পরিবেশ ফিরে আসতে শুরু করেছে। [259,366,475,939]
article-continued-label: তৃতীয় পৃষ্ঠার পর [804,1225,862,1236]
article-headline: লুবরেফ বিডির [789,1011,877,1029]
article-continued-label: শেষ পৃষ্ঠার পর [342,979,392,990]
flower-logo-icon: ✽ [813,28,841,56]
article [26,517,242,859]
article-body: সংশ্লিষ্ট সূত্রে জানা গেছে, আগামী জাতীয় সংসদ নির্বাচনকে সামনে রেখে সারাদেশে প্রস্তুতি চলছে এবং রাজনৈতিক দলগুলোর নেতাকর্মীরা মাঠ পর্যায়ে তৎপরতা বাড়িয়েছেন। তিনি বলেন, জনগণের প্রত্যাশা পূরণে সংশ্লিষ্ট সব পক্ষকে দায়িত্বশীল ভূমিকা পালন করতে হবে এবং স্বচ্ছতা ও জবাবদিহিতা নিশ্চিত করতে হবে। বিশেষজ্ঞরা মনে করেন, সামগ্রিক পরিস্থিতি বিবেচনায় নিয়ে দ্রুত কার্যকর পদক্ষেপ নেওয়া হলে সাধারণ মানুষের ভোগান্তি অনেকটাই কমে আসবে। এ বিষয়ে জানতে চাইলে সংশ্লিষ্ট কর্মকর্তারা জানান, নিয়ম অনুযায়ী প্রয়োজনীয় ব্যবস্থা গ্রহণ করা হয়েছে এবং পরবর্তী কার্যক্রম চলমান রয়েছে। গতকাল রাজধানীসহ দেশের বিভিন্ন স্থানে আয়োজিত অনুষ্ঠানে বক্তারা এসব কথা বলেন এবং ভবিষ্যৎ করণীয় নিয়ে বিস্তারিত আলোচনা করেন। সূত্র জানায়, গত কয়েক দিনে লেনদেনের পরিমাণ উল্লেখযোগ্য হারে বেড়েছে এবং বাজারে অংশগ্রহণকারীদের মধ্যে আস্থার পরিবেশ ফিরে আসতে শুরু করেছে। [958,776,1174,971]
article-headline: দেশকে গণতান্ত্রিক রাষ্ট্রে রূপান্তর করাই [39,875,229,913]
article [492,1407,708,1713]
article-body: স্থানীয় প্রশাসন ও আইনশৃঙ্খলা রক্ষাকারী বাহিনীর সদস্যরা ঘটনাস্থল পরিদর্শন করে প্রয়োজনীয় আইনগত ব্যবস্থা গ্রহণের আশ্বাস দিয়েছেন বলে জানা গেছে। সংশ্লিষ্ট সূত্রে জানা গেছে, আগামী জাতীয় সংসদ নির্বাচনকে সামনে রেখে সারাদেশে প্রস্তুতি চলছে এবং রাজনৈতিক দলগুলোর নেতাকর্মীরা মাঠ পর্যায়ে তৎপরতা বাড়িয়েছেন। তিনি বলেন, জনগণের প্রত্যাশা পূরণে সংশ্লিষ্ট সব পক্ষকে দায়িত্বশীল ভূমিকা পালন করতে হবে এবং স্বচ্ছতা ও জবাবদিহিতা নিশ্চিত করতে হবে। বিশেষজ্ঞরা মনে করেন, সামগ্রিক পরিস্থিতি বিবেচনায় নিয়ে দ্রুত কার্যকর পদক্ষেপ নেওয়া হলে সাধারণ মানুষের ভোগান্তি অনেকটাই কমে আসবে। এ বিষয়ে জানতে চাইলে সংশ্লিষ্ট কর্মকর্তারা জানান, নিয়ম অনুযায়ী প্রয়োজনীয় ব্যবস্থা গ্রহণ করা হয়েছে এবং পরবর্তী কার্যক্রম চলমান রয়েছে। গতকাল রাজধানীসহ দেশের বিভিন্ন স্থানে আয়োজিত অনুষ্ঠানে বক্তারা এসব কথা বলেন এবং ভবিষ্যৎ করণীয় নিয়ে বিস্তারিত আলোচনা করেন। সূত্র জানায়, গত কয়েক দিনে লেনদেনের পরিমাণ উল্লেখযোগ্য হারে বেড়েছে এবং বাজারে অংশগ্রহণকারীদের মধ্যে আস্থার পরিবেশ ফিরে আসতে শুরু করেছে। স্থানীয় প্রশাসন ও আইনশৃঙ্খলা রক্ষাকারী বাহিনীর সদস্যরা ঘটনাস্থল পরিদর্শন করে প্রয়োজনীয় আইনগত ব্যবস্থা গ্রহণের আশ্বাস দিয়েছেন বলে জানা গেছে। [958,454,1174,697]
article-continued-label: তৃতীয় পৃষ্ঠার পর [804,544,862,555]
day-label: বুধবার [1131,19,1174,38]
article-headline: ঢাকা-ভাঙ্গা এক্সপ্রেসওয়েতে ব্যবসায়ী কুপিয়ে ছিনতাই, গ্রেফতার ৩ [962,1221,1170,1278]
article-headline: খালেদা জিয়া হবেন [774,1202,892,1220]
article-body: এ বিষয়ে জানতে চাইলে সংশ্লিষ্ট কর্মকর্তারা জানান, নিয়ম অনুযায়ী প্রয়োজনীয় ব্যবস্থা গ্রহণ করা হয়েছে এবং পরবর্তী কার্যক্রম চলমান রয়েছে। গতকাল রাজধানীসহ দেশের বিভিন্ন স্থানে আয়োজিত অনুষ্ঠানে বক্তারা এসব কথা বলেন এবং ভবিষ্যৎ করণীয় নিয়ে বিস্তারিত আলোচনা করেন। সূত্র জানায়, গত কয়েক দিনে লেনদেনের পরিমাণ উল্লেখযোগ্য হারে বেড়েছে এবং বাজারে অংশগ্রহণকারীদের মধ্যে আস্থার পরিবেশ ফিরে আসতে শুরু করেছে। স্থানীয় প্রশাসন ও আইনশৃঙ্খলা রক্ষাকারী বাহিনীর সদস্যরা ঘটনাস্থল পরিদর্শন করে প্রয়োজনীয় আইনগত ব্যবস্থা গ্রহণের আশ্বাস দিয়েছেন বলে জানা গেছে। [725,131,941,252]
article [26,867,242,1290]
article-headline: চট্টগ্রাম বন্দর পরিচালনা [296,325,438,343]
article [259,89,475,309]
article [958,385,1174,698]
article-body: তিনি বলেন, জনগণের প্রত্যাশা পূরণে সংশ্লিষ্ট সব পক্ষকে দায়িত্বশীল ভূমিকা পালন করতে হবে এবং স্বচ্ছতা ও জবাবদিহিতা নিশ্চিত করতে হবে। বিশেষজ্ঞরা মনে করেন, সামগ্রিক পরিস্থিতি বিবেচনায় নিয়ে দ্রুত কার্যকর পদক্ষেপ নেওয়া হলে সাধারণ মানুষের ভোগান্তি অনেকটাই কমে আসবে। এ বিষয়ে জানতে চাইলে সংশ্লিষ্ট কর্মকর্তারা জানান, নিয়ম অনুযায়ী প্রয়োজনীয় ব্যবস্থা গ্রহণ করা হয়েছে এবং পরবর্তী কার্যক্রম চলমান রয়েছে। গতকাল রাজধানীসহ দেশের বিভিন্ন স্থানে আয়োজিত অনুষ্ঠানে বক্তারা এসব কথা বলেন এবং ভবিষ্যৎ করণীয় নিয়ে বিস্তারিত আলোচনা করেন। সূত্র জানায়, গত কয়েক দিনে লেনদেনের পরিমাণ উল্লেখযোগ্য হারে বেড়েছে এবং বাজারে অংশগ্রহণকারীদের মধ্যে আস্থার পরিবেশ ফিরে আসতে শুরু করেছে। [958,1047,1174,1204]
article [725,1193,941,1756]
header-divider [900,18,903,66]
article [958,1212,1174,1777]
article-continued-label: শেষ পৃষ্ঠার পর [575,1439,625,1450]
article-continued-label: তৃতীয় পৃষ্ঠার পর [1037,288,1095,299]
article [725,90,941,253]
date-box [919,16,1174,68]
article [492,90,708,787]
